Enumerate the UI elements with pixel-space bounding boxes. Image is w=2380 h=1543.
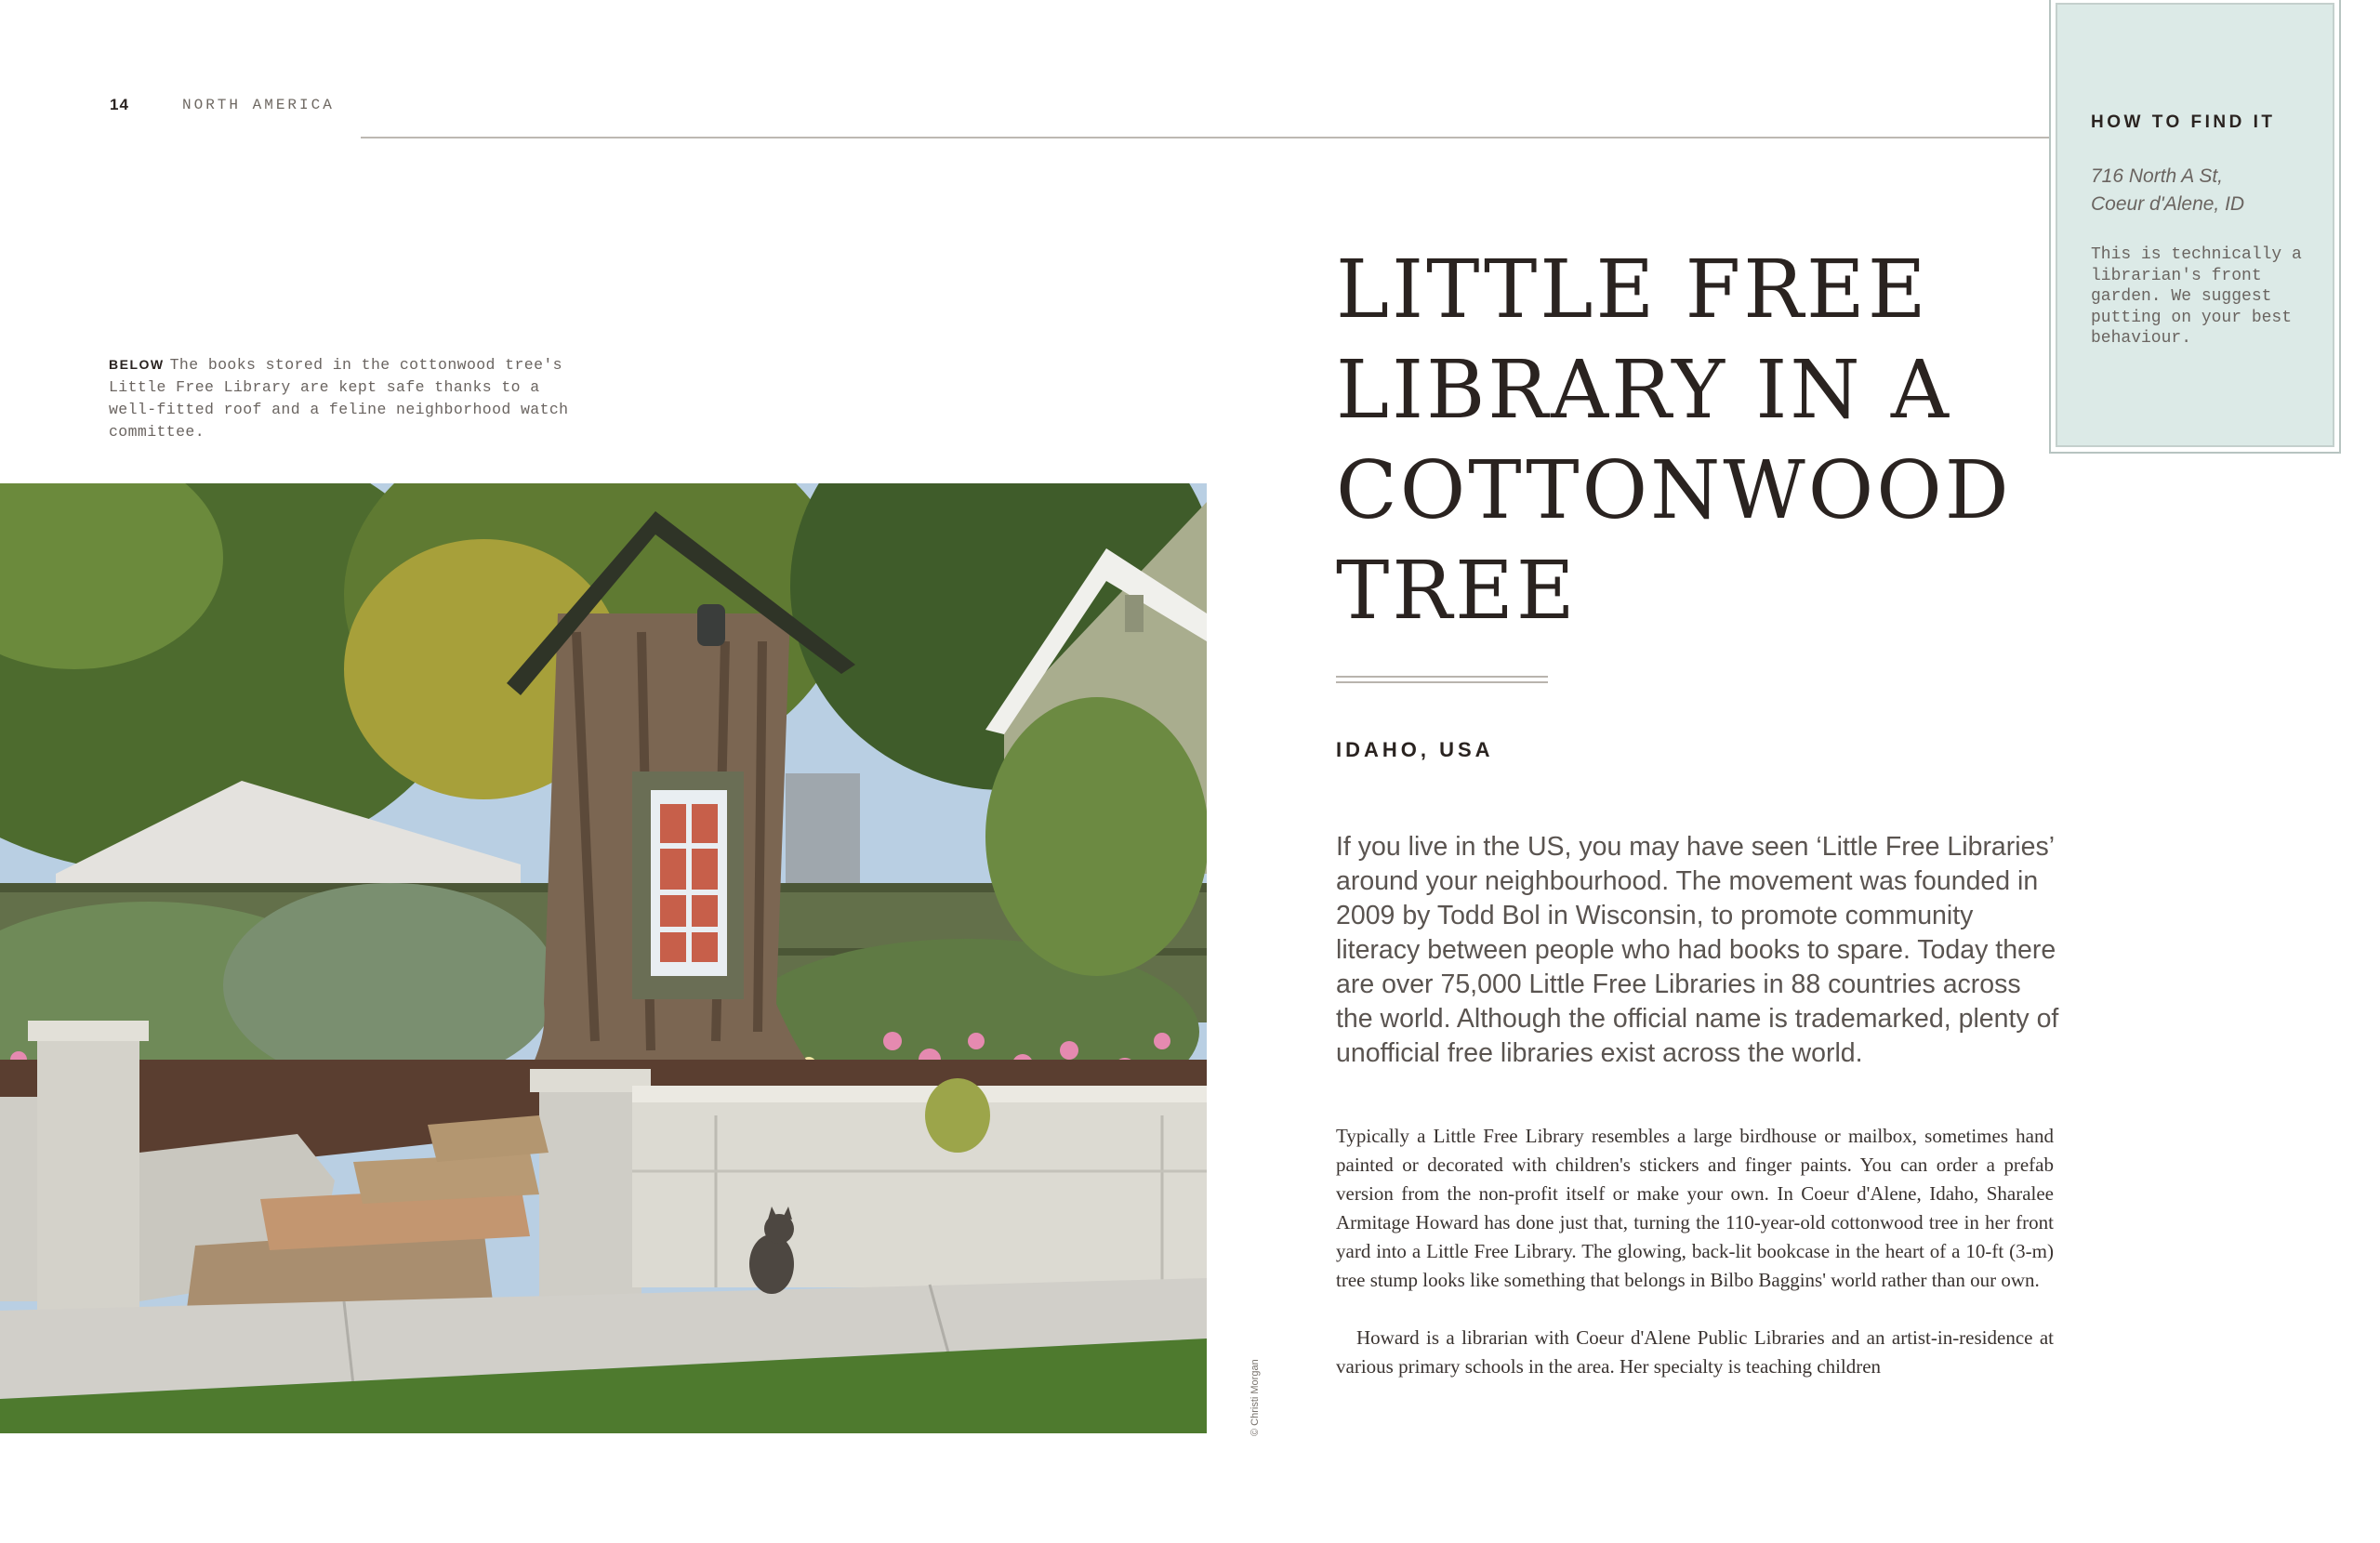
body-paragraph-2: Howard is a librarian with Coeur d'Alene Public Libraries and an artist-in-residence at various primary schools in the area. Her specialty is teaching children [1336,1326,2054,1378]
location-label: IDAHO, USA [1336,738,1494,761]
sidebar-heading: HOW TO FIND IT [2091,112,2276,132]
title-rule [1336,676,1548,683]
address-line-1: 716 North A St, [2091,165,2224,187]
sidebar-address [2091,163,2333,218]
page-number: 14 [110,96,129,113]
header-rule [361,137,2053,138]
article-title: LITTLE FREE LIBRARY IN A COTTONWOOD TREE [1336,244,2012,638]
tree-library-photo [0,483,1207,1433]
body-paragraph-1: Typically a Little Free Library resembles a large birdhouse or mailbox, sometimes hand painted or decorated with children's stickers and finger paints. You can order a prefab version from the non-profit itself or make your own. In Coeur d'Alene, Idaho, Sharalee Armitage Howard has done just that, turning the 110-year-old cottonwood tree in her front yard into a Little Free Library. The glowing, back-lit bookcase in the heart of a 10-ft (3-m) tree stump looks like something that belongs in Bilbo Baggins' world rather than our own. [1336,1125,2054,1291]
caption-lead: BELOW [109,357,165,372]
photo-credit: © Christi Morgan [1250,1359,1261,1436]
photo-caption [109,353,574,443]
caption-text: The books stored in the cottonwood tree's Little Free Library are kept safe thanks to a well-fitted roof and a feline neighborhood watch committee. [109,356,569,441]
lede-paragraph: If you live in the US, you may have seen ‘Little Free Libraries’ around your neighbourhood. The movement was founded in 2009 by Todd Bol in Wisconsin, to promote community literacy between people who had books to spare. Today there are over 75,000 Little Free Libraries in 88 countries across the world. Although the official name is trademarked, plenty of unofficial free libraries exist across the world. [1336,832,2059,1068]
address-line-2: Coeur d'Alene, ID [2091,193,2245,215]
how-to-find-it-box [2049,0,2341,454]
section-name: NORTH AMERICA [182,97,335,113]
sidebar-note: This is technically a librarian's front garden. We suggest putting on your best behaviour. [2091,245,2302,348]
